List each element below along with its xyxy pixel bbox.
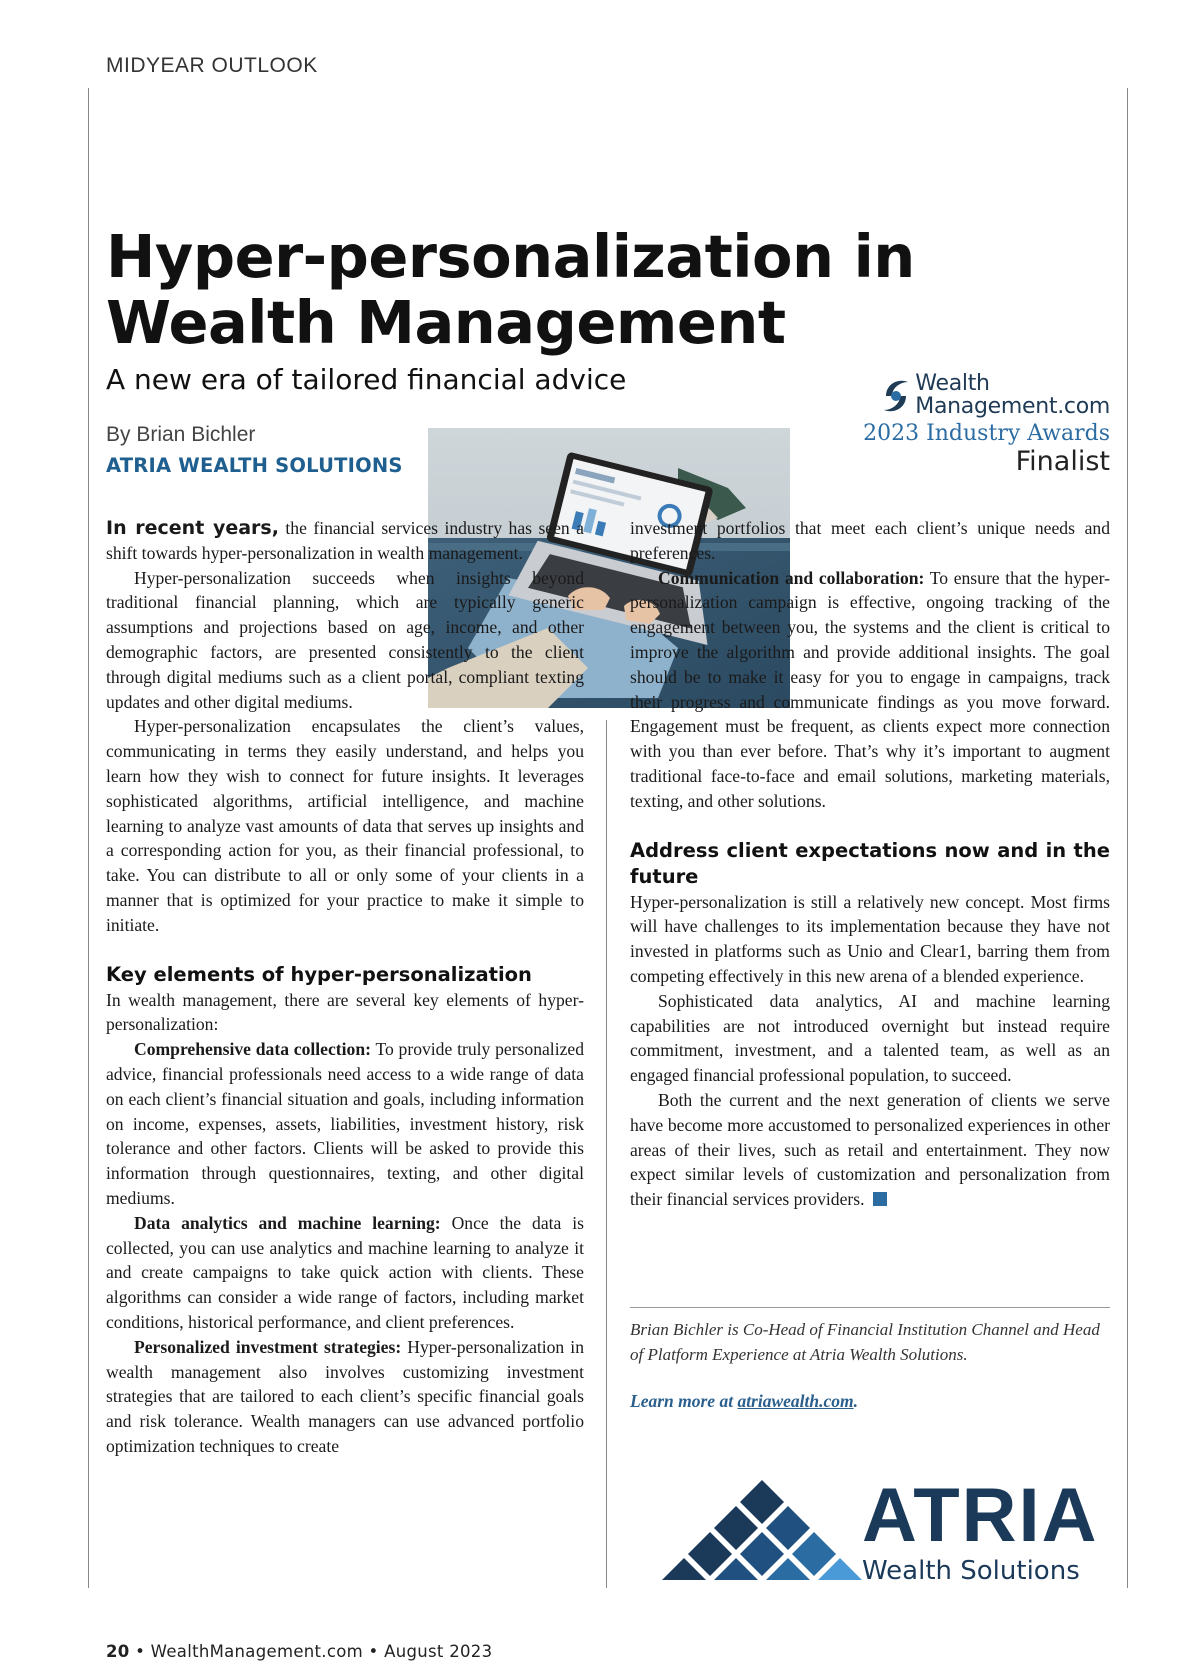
page-number: 20 [106, 1642, 130, 1661]
byline: By Brian Bichler [106, 423, 256, 446]
learn-more: Learn more at atriawealth.com. [630, 1391, 858, 1411]
paragraph: Data analytics and machine learning: Once the data is collected, you can use analytics and machine learning to analyze it and create campaigns to take quick action with clients. These algorithms can consider a wide range of factors, including market conditions, historical performance, and client preferences. [106, 1212, 584, 1332]
paragraph: Hyper-personalization is still a relatively new concept. Most firms will have challenges to its implementation because they have not invested in platforms such as Unio and Clear1, barring them from competing effectively in this new arena of a blended experience. [630, 891, 1110, 986]
author-bio: Brian Bichler is Co-Head of Financial Institution Channel and Head of Platform Experience at Atria Wealth Solutions. [630, 1320, 1100, 1364]
award-title: 2023 Industry Awards [863, 421, 1110, 446]
right-vertical-rule [1127, 88, 1128, 1588]
paragraph: investment portfolios that meet each client’s unique needs and preferences. [630, 518, 1110, 563]
subheading: Communication and collaboration: [658, 567, 925, 588]
center-vertical-rule [606, 720, 607, 1588]
paragraph: Personalized investment strategies: Hyper-personalization in wealth management also involves customizing investment strategies that are tailored to each client’s specific financial goals and risk tolerance. Wealth managers can use advanced portfolio optimization techniques to create [106, 1336, 584, 1456]
section-heading: Key elements of hyper-personalization [106, 962, 532, 986]
paragraph: Comprehensive data collection: To provide truly personalized advice, financial professionals need access to a wide range of data on each client’s financial situation and goals, including information on income, expenses, assets, liabilities, investment history, risk tolerance and other factors. Clients will be asked to provide this information through questionnaires, texting, and other digital mediums. [106, 1039, 584, 1208]
footer-publication: • WealthManagement.com • August 2023 [129, 1642, 493, 1661]
paragraph: Communication and collaboration: To ensure that the hyper-personalization campaign is effective, ongoing tracking of the engagement between you, the systems and the client is critical to improve the algorithm and provide additional insights. The goal should be to make it easy for you to engage in campaigns, track their progress and communicate findings as you move forward. Engagement must be frequent, as clients expect more connection with you than ever before. That’s why it’s important to augment traditional face-to-face and email solutions, marketing materials, texting, and other solutions. [630, 567, 1110, 811]
atria-tagline: Wealth Solutions [862, 1556, 1080, 1586]
award-logo [850, 372, 1110, 418]
paragraph: Hyper-personalization encapsulates the client’s values, communicating in terms they easily understand, and helps you learn how they wish to connect for future insights. It leverages sophisticated algorithms, artificial intelligence, and machine learning to analyze vast amounts of data that serves up insights and a corresponding action for you, as their financial professional, to take. You can distribute to all or only some of your clients in a manner that is optimized for your practice to make it simple to initiate. [106, 716, 584, 935]
bio-divider [630, 1307, 1110, 1308]
swirl-logo-icon [880, 374, 912, 418]
paragraph: Both the current and the next generation of clients we serve have become more accustomed to personalized experiences in other areas of their lives, such as retail and entertainment. They now expect similar levels of customization and personalization from their financial services providers. [630, 1089, 1110, 1210]
page-footer [106, 1642, 492, 1661]
left-vertical-rule [88, 88, 89, 1588]
section-heading: Address client expectations now and in the future [630, 838, 1110, 888]
award-badge [850, 372, 1110, 477]
atria-wordmark: ATRIA [862, 1473, 1099, 1558]
paragraph: In recent years, the financial services industry has seen a shift towards hyper-personalization in wealth management. [106, 517, 584, 563]
subheading: Personalized investment strategies: [134, 1336, 402, 1357]
article-title: Hyper-personalization in Wealth Management [106, 222, 915, 357]
right-column [630, 516, 1110, 1212]
subheading: Comprehensive data collection: [134, 1039, 371, 1060]
award-status: Finalist [1015, 446, 1110, 477]
end-mark-icon [873, 1192, 887, 1206]
atria-website-link[interactable]: atriawealth.com [737, 1391, 854, 1411]
award-brand-name: Wealth Management.com [915, 371, 1110, 419]
paragraph: In wealth management, there are several key elements of hyper-personalization: [106, 989, 584, 1035]
section-label: MIDYEAR OUTLOOK [106, 54, 318, 77]
article-subtitle: A new era of tailored financial advice [106, 363, 627, 396]
left-column [106, 516, 584, 1459]
lead-in: In recent years, [106, 517, 279, 539]
author-company: ATRIA WEALTH SOLUTIONS [106, 454, 403, 477]
paragraph: Hyper-personalization succeeds when insights beyond traditional financial planning, which are typically generic assumptions and projections based on age, income, and other demographic factors, are presented consistently to the client through digital mediums such as a client portal, compliant texting updates and other digital mediums. [106, 567, 584, 712]
paragraph: Sophisticated data analytics, AI and machine learning capabilities are not introduced overnight but instead require commitment, investment, and a talented team, as well as an engaged financial professional population, to succeed. [630, 990, 1110, 1086]
subheading: Data analytics and machine learning: [134, 1212, 441, 1233]
